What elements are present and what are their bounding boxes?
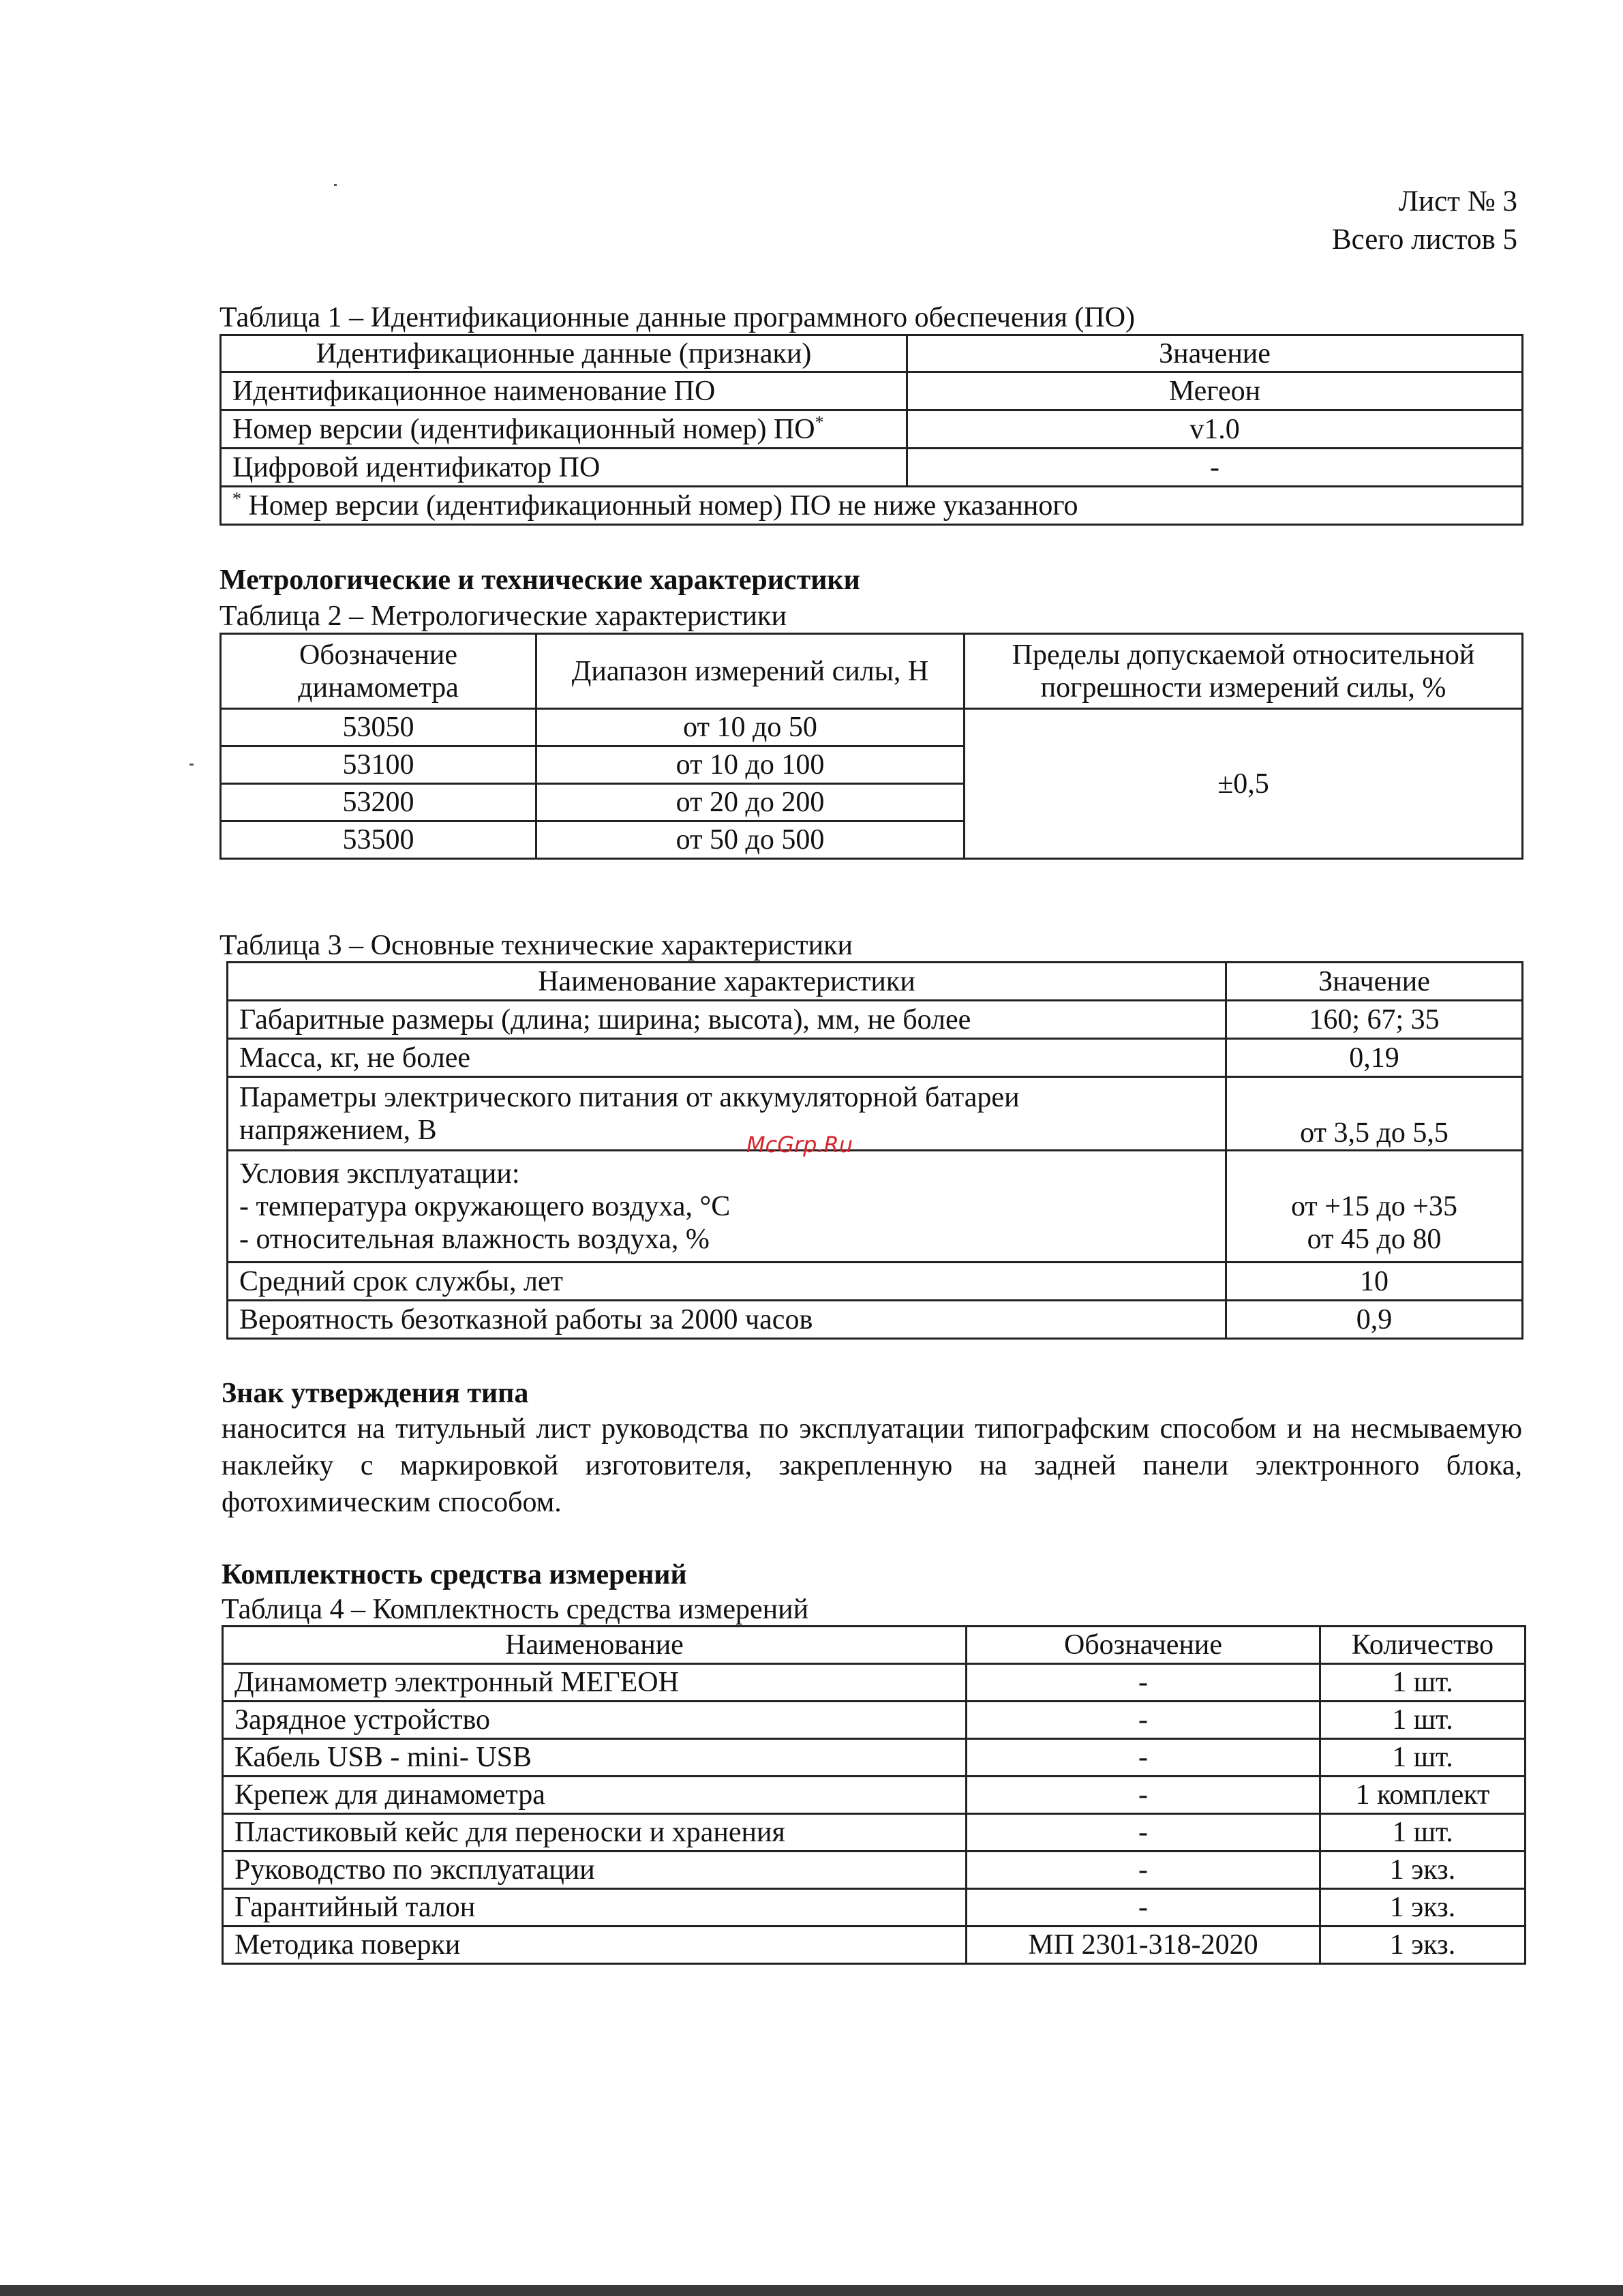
table3-cell-name: Габаритные размеры (длина; ширина; высота), мм, не более [228, 1001, 1226, 1039]
table3-humidity-value: от 45 до 80 [1307, 1223, 1442, 1255]
table3-cell-value: 0,9 [1226, 1301, 1523, 1339]
table-row [228, 1151, 1523, 1263]
table4-cell-name: Пластиковый кейс для переноски и хранения [223, 1814, 967, 1852]
table4-cell-quantity: 1 шт. [1320, 1664, 1526, 1702]
table2-caption: Таблица 2 – Метрологические характеристики [219, 601, 787, 632]
table4-cell-name: Кабель USB - mini- USB [223, 1739, 967, 1777]
table4-cell-name: Руководство по эксплуатации [223, 1852, 967, 1889]
table-row [223, 1777, 1526, 1814]
table2-cell-model: 53200 [221, 784, 536, 821]
table4-cell-quantity: 1 экз. [1320, 1927, 1526, 1964]
section-metrology-heading: Метрологические и технические характеристики [219, 564, 860, 596]
table4-cell-designation: МП 2301-318-2020 [967, 1927, 1320, 1964]
table2-metrology [219, 633, 1523, 860]
table-row [228, 1263, 1523, 1301]
table1-header-value: Значение [907, 335, 1523, 372]
table3-cell-name: Средний срок службы, лет [228, 1263, 1226, 1301]
table1-cell-name [221, 410, 907, 449]
section-completeness-heading: Комплектность средства измерений [222, 1559, 687, 1590]
sheets-total: Всего листов 5 [1331, 224, 1517, 256]
scan-speck [189, 764, 194, 766]
type-mark-paragraph: наносится на титульный лист руководства по эксплуатации типографским способом и на несмываемую наклейку с маркировкой изготовителя, закрепленную на задней панели электронного блока, фотохимическим способом. [222, 1413, 1522, 1518]
table-row [221, 709, 1523, 746]
table-row [228, 1301, 1523, 1339]
table4-cell-designation: - [967, 1814, 1320, 1852]
table1-caption: Таблица 1 – Идентификационные данные программного обеспечения (ПО) [219, 302, 1136, 333]
table1-version-label: Номер версии (идентификационный номер) ПО [232, 413, 815, 445]
table-row [223, 1889, 1526, 1927]
table4-header-designation: Обозначение [967, 1627, 1320, 1664]
table2-cell-range: от 10 до 50 [536, 709, 965, 746]
scan-speck [334, 184, 337, 186]
table3-cell-value: от 3,5 до 5,5 [1226, 1077, 1523, 1151]
table2-cell-range: от 50 до 500 [536, 821, 965, 859]
table3-header-name: Наименование характеристики [228, 963, 1226, 1001]
table3-power-line1: Параметры электрического питания от аккумуляторной батареи [239, 1081, 1020, 1113]
table2-cell-model: 53050 [221, 709, 536, 746]
table2-header-range: Диапазон измерений силы, Н [536, 634, 965, 709]
table4-cell-name: Крепеж для динамометра [223, 1777, 967, 1814]
table-row [221, 372, 1523, 410]
table4-cell-designation: - [967, 1889, 1320, 1927]
table-row [228, 1001, 1523, 1039]
table4-cell-designation: - [967, 1664, 1320, 1702]
table2-cell-model: 53100 [221, 746, 536, 784]
table4-completeness [222, 1625, 1526, 1965]
table4-cell-quantity: 1 шт. [1320, 1814, 1526, 1852]
section-type-mark-heading: Знак утверждения типа [222, 1378, 529, 1409]
table2-cell-range: от 20 до 200 [536, 784, 965, 821]
table4-cell-designation: - [967, 1777, 1320, 1814]
table1-software-id [219, 334, 1523, 526]
table-row [223, 1852, 1526, 1889]
footnote-mark: * [815, 412, 824, 432]
table4-cell-name: Гарантийный талон [223, 1889, 967, 1927]
table-row [223, 1814, 1526, 1852]
footnote-mark: * [232, 488, 241, 509]
table4-header-quantity: Количество [1320, 1627, 1526, 1664]
table4-cell-name: Зарядное устройство [223, 1702, 967, 1739]
table2-cell-error-limit: ±0,5 [965, 709, 1523, 859]
table4-cell-quantity: 1 шт. [1320, 1702, 1526, 1739]
table-row [221, 487, 1523, 525]
sheet-number: Лист № 3 [1398, 185, 1517, 217]
table3-cell-value [1226, 1151, 1523, 1263]
table1-cell-name: Цифровой идентификатор ПО [221, 449, 907, 487]
table3-cell-name [228, 1151, 1226, 1263]
sheet-info [1332, 183, 1517, 259]
table4-cell-designation: - [967, 1739, 1320, 1777]
table4-cell-designation: - [967, 1702, 1320, 1739]
table4-cell-quantity: 1 экз. [1320, 1852, 1526, 1889]
table4-cell-name: Динамометр электронный МЕГЕОН [223, 1664, 967, 1702]
table-row [221, 449, 1523, 487]
table1-footnote [221, 487, 1523, 525]
table-row [228, 1077, 1523, 1151]
table-row [223, 1739, 1526, 1777]
table3-conditions-line3: - относительная влажность воздуха, % [239, 1223, 710, 1255]
table1-cell-name: Идентификационное наименование ПО [221, 372, 907, 410]
table1-cell-value: Мегеон [907, 372, 1523, 410]
table2-header-model: Обозначение динамометра [221, 634, 536, 709]
table3-caption: Таблица 3 – Основные технические характеристики [219, 930, 853, 961]
table4-caption: Таблица 4 – Комплектность средства измерений [222, 1594, 809, 1625]
table3-temperature-value: от +15 до +35 [1290, 1190, 1458, 1222]
table2-cell-model: 53500 [221, 821, 536, 859]
table1-header-feature: Идентификационные данные (признаки) [221, 335, 907, 372]
table3-cell-value: 0,19 [1226, 1039, 1523, 1077]
table2-header-error: Пределы допускаемой относительной погрешности измерений силы, % [965, 634, 1523, 709]
table-row [228, 1039, 1523, 1077]
table3-cell-name [228, 1077, 1226, 1151]
table3-cell-name: Масса, кг, не более [228, 1039, 1226, 1077]
table4-cell-quantity: 1 шт. [1320, 1739, 1526, 1777]
table3-technical [226, 961, 1523, 1340]
table3-cell-value: 160; 67; 35 [1226, 1001, 1523, 1039]
table1-footnote-text: Номер версии (идентификационный номер) ПО не ниже указанного [248, 489, 1078, 522]
table1-cell-value: v1.0 [907, 410, 1523, 449]
watermark: McGrp.Ru [746, 1132, 853, 1158]
table4-cell-quantity: 1 экз. [1320, 1889, 1526, 1927]
table3-header-value: Значение [1226, 963, 1523, 1001]
table3-power-line2: напряжением, В [239, 1114, 437, 1146]
table4-cell-name: Методика поверки [223, 1927, 967, 1964]
table-row [223, 1927, 1526, 1964]
table4-cell-designation: - [967, 1852, 1320, 1889]
table-row [223, 1664, 1526, 1702]
table3-conditions-line1: Условия эксплуатации: [239, 1158, 520, 1190]
table-row [223, 1702, 1526, 1739]
table2-cell-range: от 10 до 100 [536, 746, 965, 784]
table3-conditions-line2: - температура окружающего воздуха, °С [239, 1190, 731, 1222]
table4-header-name: Наименование [223, 1627, 967, 1664]
table3-cell-name: Вероятность безотказной работы за 2000 часов [228, 1301, 1226, 1339]
table3-cell-value: 10 [1226, 1263, 1523, 1301]
scan-edge [0, 2285, 1623, 2296]
table4-cell-quantity: 1 комплект [1320, 1777, 1526, 1814]
table-row [221, 410, 1523, 449]
table1-cell-value: - [907, 449, 1523, 487]
